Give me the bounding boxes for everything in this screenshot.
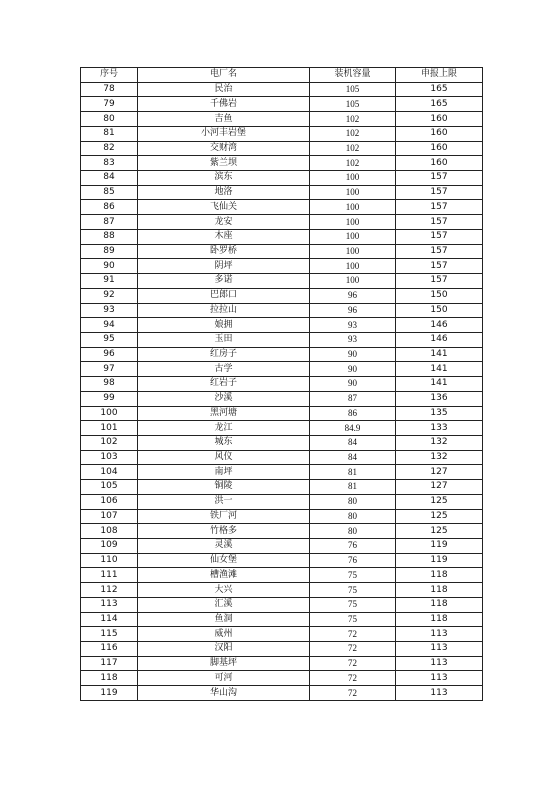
plant-name-cell: 威州 [138, 627, 310, 642]
serial-number-cell: 82 [81, 141, 138, 156]
plant-name-cell: 阴坪 [138, 259, 310, 274]
declared-limit-cell: 132 [396, 450, 483, 465]
plant-name-cell: 紫兰坝 [138, 156, 310, 171]
declared-limit-cell: 141 [396, 362, 483, 377]
table-row [81, 377, 483, 392]
header-declared-upper-limit: 申报上限 [396, 68, 483, 83]
declared-limit-cell: 125 [396, 524, 483, 539]
declared-limit-cell: 165 [396, 97, 483, 112]
plant-name-cell: 吉鱼 [138, 112, 310, 127]
declared-limit-cell: 119 [396, 553, 483, 568]
declared-limit-cell: 141 [396, 347, 483, 362]
plant-name-cell: 汉阳 [138, 642, 310, 657]
table-row [81, 435, 483, 450]
table-row [81, 480, 483, 495]
plant-name-cell: 玉田 [138, 332, 310, 347]
table-row [81, 244, 483, 259]
header-plant-name: 电厂名 [138, 68, 310, 83]
declared-limit-cell: 157 [396, 200, 483, 215]
serial-number-cell: 78 [81, 82, 138, 97]
installed-capacity-cell: 90 [310, 362, 396, 377]
header-serial-number: 序号 [81, 68, 138, 83]
table-row [81, 642, 483, 657]
table-row [81, 421, 483, 436]
installed-capacity-cell: 100 [310, 259, 396, 274]
installed-capacity-cell: 72 [310, 671, 396, 686]
installed-capacity-cell: 80 [310, 524, 396, 539]
plant-name-cell: 竹格多 [138, 524, 310, 539]
installed-capacity-cell: 75 [310, 568, 396, 583]
plant-name-cell: 铁厂河 [138, 509, 310, 524]
serial-number-cell: 85 [81, 185, 138, 200]
installed-capacity-cell: 72 [310, 686, 396, 701]
declared-limit-cell: 141 [396, 377, 483, 392]
serial-number-cell: 111 [81, 568, 138, 583]
installed-capacity-cell: 75 [310, 583, 396, 598]
declared-limit-cell: 146 [396, 332, 483, 347]
plant-name-cell: 娘拥 [138, 318, 310, 333]
serial-number-cell: 106 [81, 494, 138, 509]
installed-capacity-cell: 102 [310, 112, 396, 127]
table-row [81, 82, 483, 97]
serial-number-cell: 80 [81, 112, 138, 127]
installed-capacity-cell: 102 [310, 156, 396, 171]
installed-capacity-cell: 86 [310, 406, 396, 421]
table-row [81, 494, 483, 509]
installed-capacity-cell: 80 [310, 494, 396, 509]
plant-name-cell: 槽渔滩 [138, 568, 310, 583]
table-row [81, 141, 483, 156]
plant-name-cell: 沙溪 [138, 391, 310, 406]
plant-name-cell: 铜陵 [138, 480, 310, 495]
plant-name-cell: 红岩子 [138, 377, 310, 392]
installed-capacity-cell: 100 [310, 200, 396, 215]
table-row [81, 686, 483, 701]
table-row [81, 406, 483, 421]
plant-name-cell: 巴郎口 [138, 288, 310, 303]
serial-number-cell: 112 [81, 583, 138, 598]
installed-capacity-cell: 96 [310, 303, 396, 318]
installed-capacity-cell: 100 [310, 274, 396, 289]
serial-number-cell: 119 [81, 686, 138, 701]
installed-capacity-cell: 96 [310, 288, 396, 303]
serial-number-cell: 117 [81, 656, 138, 671]
table-row [81, 259, 483, 274]
declared-limit-cell: 157 [396, 215, 483, 230]
installed-capacity-cell: 102 [310, 126, 396, 141]
installed-capacity-cell: 93 [310, 318, 396, 333]
table-row [81, 171, 483, 186]
table-row [81, 126, 483, 141]
table-row [81, 553, 483, 568]
declared-limit-cell: 157 [396, 229, 483, 244]
installed-capacity-cell: 76 [310, 539, 396, 554]
serial-number-cell: 98 [81, 377, 138, 392]
declared-limit-cell: 118 [396, 568, 483, 583]
table-row [81, 332, 483, 347]
table-row [81, 229, 483, 244]
table-row [81, 612, 483, 627]
declared-limit-cell: 160 [396, 156, 483, 171]
declared-limit-cell: 165 [396, 82, 483, 97]
declared-limit-cell: 119 [396, 539, 483, 554]
declared-limit-cell: 160 [396, 112, 483, 127]
plant-name-cell: 飞仙关 [138, 200, 310, 215]
plant-name-cell: 民治 [138, 82, 310, 97]
table-row [81, 362, 483, 377]
plant-name-cell: 仙女堡 [138, 553, 310, 568]
installed-capacity-cell: 81 [310, 465, 396, 480]
plant-name-cell: 多诺 [138, 274, 310, 289]
table-row [81, 539, 483, 554]
installed-capacity-cell: 84 [310, 450, 396, 465]
table-row [81, 318, 483, 333]
installed-capacity-cell: 100 [310, 171, 396, 186]
declared-limit-cell: 157 [396, 185, 483, 200]
table-row [81, 391, 483, 406]
serial-number-cell: 81 [81, 126, 138, 141]
table-row [81, 215, 483, 230]
declared-limit-cell: 113 [396, 627, 483, 642]
header-installed-capacity: 装机容量 [310, 68, 396, 83]
table-row [81, 347, 483, 362]
power-plant-table [80, 67, 483, 701]
serial-number-cell: 109 [81, 539, 138, 554]
table-row [81, 465, 483, 480]
table-header-row [81, 68, 483, 83]
serial-number-cell: 99 [81, 391, 138, 406]
serial-number-cell: 118 [81, 671, 138, 686]
declared-limit-cell: 127 [396, 480, 483, 495]
plant-name-cell: 木座 [138, 229, 310, 244]
serial-number-cell: 89 [81, 244, 138, 259]
installed-capacity-cell: 87 [310, 391, 396, 406]
declared-limit-cell: 118 [396, 597, 483, 612]
table-row [81, 112, 483, 127]
installed-capacity-cell: 84.9 [310, 421, 396, 436]
table-row [81, 288, 483, 303]
plant-name-cell: 南坪 [138, 465, 310, 480]
plant-name-cell: 风仪 [138, 450, 310, 465]
installed-capacity-cell: 75 [310, 612, 396, 627]
installed-capacity-cell: 72 [310, 642, 396, 657]
serial-number-cell: 90 [81, 259, 138, 274]
installed-capacity-cell: 72 [310, 627, 396, 642]
serial-number-cell: 100 [81, 406, 138, 421]
plant-name-cell: 龙江 [138, 421, 310, 436]
table-row [81, 656, 483, 671]
plant-name-cell: 交财湾 [138, 141, 310, 156]
serial-number-cell: 94 [81, 318, 138, 333]
plant-name-cell: 脚基坪 [138, 656, 310, 671]
serial-number-cell: 97 [81, 362, 138, 377]
declared-limit-cell: 157 [396, 244, 483, 259]
table-row [81, 627, 483, 642]
table-row [81, 156, 483, 171]
table-header [81, 68, 483, 83]
declared-limit-cell: 113 [396, 671, 483, 686]
installed-capacity-cell: 100 [310, 215, 396, 230]
table-row [81, 303, 483, 318]
declared-limit-cell: 135 [396, 406, 483, 421]
declared-limit-cell: 157 [396, 274, 483, 289]
installed-capacity-cell: 90 [310, 377, 396, 392]
declared-limit-cell: 136 [396, 391, 483, 406]
plant-name-cell: 黑河塘 [138, 406, 310, 421]
table-row [81, 185, 483, 200]
installed-capacity-cell: 80 [310, 509, 396, 524]
serial-number-cell: 114 [81, 612, 138, 627]
declared-limit-cell: 150 [396, 303, 483, 318]
installed-capacity-cell: 100 [310, 185, 396, 200]
plant-name-cell: 地洛 [138, 185, 310, 200]
declared-limit-cell: 113 [396, 656, 483, 671]
installed-capacity-cell: 75 [310, 597, 396, 612]
declared-limit-cell: 113 [396, 642, 483, 657]
installed-capacity-cell: 84 [310, 435, 396, 450]
serial-number-cell: 93 [81, 303, 138, 318]
serial-number-cell: 88 [81, 229, 138, 244]
serial-number-cell: 87 [81, 215, 138, 230]
installed-capacity-cell: 72 [310, 656, 396, 671]
installed-capacity-cell: 105 [310, 97, 396, 112]
declared-limit-cell: 127 [396, 465, 483, 480]
plant-name-cell: 城东 [138, 435, 310, 450]
plant-name-cell: 红房子 [138, 347, 310, 362]
declared-limit-cell: 146 [396, 318, 483, 333]
serial-number-cell: 83 [81, 156, 138, 171]
declared-limit-cell: 157 [396, 259, 483, 274]
serial-number-cell: 95 [81, 332, 138, 347]
serial-number-cell: 115 [81, 627, 138, 642]
table-row [81, 450, 483, 465]
plant-name-cell: 鱼洞 [138, 612, 310, 627]
table-row [81, 200, 483, 215]
installed-capacity-cell: 81 [310, 480, 396, 495]
plant-name-cell: 灵溪 [138, 539, 310, 554]
declared-limit-cell: 125 [396, 494, 483, 509]
serial-number-cell: 79 [81, 97, 138, 112]
serial-number-cell: 101 [81, 421, 138, 436]
table-body [81, 82, 483, 700]
table-row [81, 509, 483, 524]
plant-name-cell: 卧罗桥 [138, 244, 310, 259]
installed-capacity-cell: 100 [310, 244, 396, 259]
serial-number-cell: 102 [81, 435, 138, 450]
plant-name-cell: 小河丰岩堡 [138, 126, 310, 141]
serial-number-cell: 84 [81, 171, 138, 186]
serial-number-cell: 92 [81, 288, 138, 303]
serial-number-cell: 113 [81, 597, 138, 612]
declared-limit-cell: 113 [396, 686, 483, 701]
serial-number-cell: 86 [81, 200, 138, 215]
plant-name-cell: 滨东 [138, 171, 310, 186]
declared-limit-cell: 118 [396, 612, 483, 627]
declared-limit-cell: 133 [396, 421, 483, 436]
serial-number-cell: 116 [81, 642, 138, 657]
declared-limit-cell: 160 [396, 141, 483, 156]
installed-capacity-cell: 105 [310, 82, 396, 97]
serial-number-cell: 96 [81, 347, 138, 362]
installed-capacity-cell: 102 [310, 141, 396, 156]
plant-name-cell: 拉拉山 [138, 303, 310, 318]
plant-name-cell: 龙安 [138, 215, 310, 230]
declared-limit-cell: 118 [396, 583, 483, 598]
plant-name-cell: 可河 [138, 671, 310, 686]
table-row [81, 524, 483, 539]
table-row [81, 597, 483, 612]
serial-number-cell: 105 [81, 480, 138, 495]
serial-number-cell: 107 [81, 509, 138, 524]
serial-number-cell: 91 [81, 274, 138, 289]
installed-capacity-cell: 76 [310, 553, 396, 568]
installed-capacity-cell: 90 [310, 347, 396, 362]
plant-name-cell: 古学 [138, 362, 310, 377]
declared-limit-cell: 132 [396, 435, 483, 450]
serial-number-cell: 104 [81, 465, 138, 480]
plant-name-cell: 华山沟 [138, 686, 310, 701]
plant-name-cell: 大兴 [138, 583, 310, 598]
plant-name-cell: 汇溪 [138, 597, 310, 612]
table-row [81, 274, 483, 289]
serial-number-cell: 108 [81, 524, 138, 539]
installed-capacity-cell: 100 [310, 229, 396, 244]
table-row [81, 568, 483, 583]
declared-limit-cell: 125 [396, 509, 483, 524]
declared-limit-cell: 157 [396, 171, 483, 186]
plant-name-cell: 千佛岩 [138, 97, 310, 112]
serial-number-cell: 110 [81, 553, 138, 568]
table-row [81, 583, 483, 598]
installed-capacity-cell: 93 [310, 332, 396, 347]
declared-limit-cell: 160 [396, 126, 483, 141]
plant-name-cell: 洪一 [138, 494, 310, 509]
table-row [81, 671, 483, 686]
table-row [81, 97, 483, 112]
declared-limit-cell: 150 [396, 288, 483, 303]
serial-number-cell: 103 [81, 450, 138, 465]
